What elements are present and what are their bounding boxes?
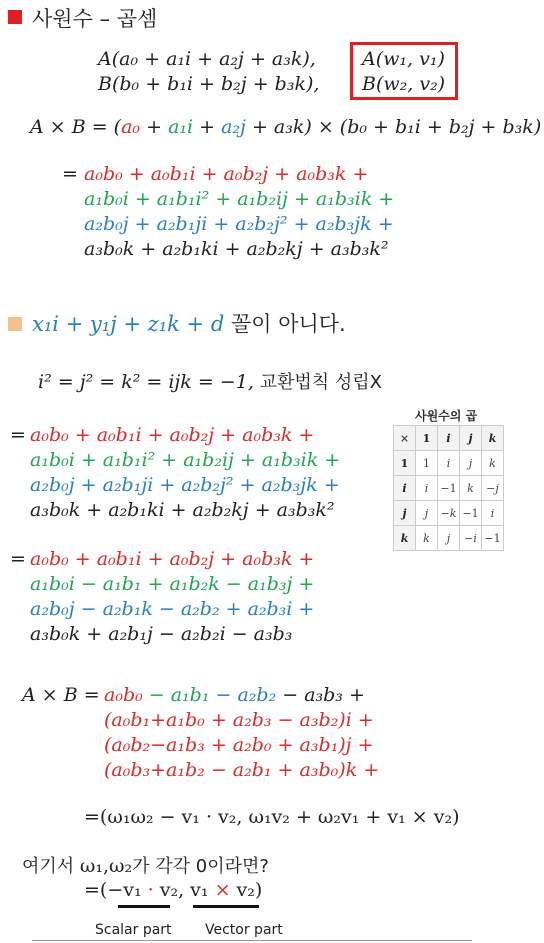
expansion2-row-2: a₁b₀i − a₁b₁ + a₁b₂k − a₁b₃j +	[30, 573, 315, 595]
result-line-i: (a₀b₁+a₁b₀ + a₂b₃ − a₃b₂)i +	[104, 709, 374, 731]
table-cell: −1	[438, 476, 460, 501]
equals-sign: =	[10, 424, 26, 446]
dot-symbol: ·	[147, 879, 154, 901]
expansion2-row-1: a₀b₀ + a₀b₁i + a₀b₂j + a₀b₃k +	[30, 548, 315, 570]
final-open: =(−v₁	[84, 879, 148, 901]
result-term-2: − a₂b₂	[209, 684, 277, 706]
term-a2j: a₂j	[221, 116, 246, 138]
rule-text: 교환법칙 성립X	[253, 372, 382, 393]
term-a0: a₀	[121, 116, 141, 138]
table-cell: i	[394, 476, 416, 501]
table-cell: −1	[482, 526, 504, 551]
product-row-3: a₂b₀j + a₂b₁ji + a₂b₂j² + a₂b₃jk +	[84, 213, 394, 235]
table-cell: −1	[460, 501, 482, 526]
table-cell: j	[438, 526, 460, 551]
orange-bullet	[8, 317, 22, 331]
table-cell: k	[482, 451, 504, 476]
red-bullet	[8, 10, 22, 24]
table-cell: i	[416, 476, 438, 501]
product-line	[30, 116, 541, 138]
omega-form: =(ω₁ω₂ − v₁ · v₂, ω₁v₂ + ω₂v₁ + v₁ × v₂)	[84, 806, 460, 828]
table-header-cell: ×	[394, 426, 416, 451]
table-row	[394, 526, 504, 551]
plus: +	[193, 116, 222, 138]
zero-text-1: 여기서	[22, 856, 80, 877]
table-row	[394, 476, 504, 501]
table-cell: j	[394, 501, 416, 526]
table-cell: k	[394, 526, 416, 551]
table-row	[394, 501, 504, 526]
product-row-2: a₁b₀i + a₁b₁i² + a₁b₂ij + a₁b₃ik +	[84, 188, 395, 210]
box-a-label: A(w₁, v₁)	[362, 48, 445, 70]
table-cell: i	[482, 501, 504, 526]
term-a1i: a₁i	[168, 116, 194, 138]
zero-text-2: 가 각각 0이라면?	[132, 856, 269, 877]
table-cell: i	[438, 451, 460, 476]
expansion1-row-1: a₀b₀ + a₀b₁i + a₀b₂j + a₀b₃k +	[30, 424, 315, 446]
form-note-text: 꼴이 아니다.	[224, 312, 346, 336]
table-cell: 1	[416, 451, 438, 476]
rule-line	[38, 368, 382, 394]
zero-question	[22, 852, 269, 878]
cross-symbol: ×	[214, 879, 231, 901]
result-term-0: a₀b₀	[104, 684, 143, 706]
box-b-label: B(w₂, v₂)	[362, 73, 446, 95]
bottom-divider	[32, 940, 472, 941]
table-cell: −i	[460, 526, 482, 551]
equals-sign: =	[62, 163, 78, 185]
plus: +	[140, 116, 169, 138]
table-header-row	[394, 426, 504, 451]
table-header-cell: j	[460, 426, 482, 451]
zero-omegas: ω₁,ω₂	[79, 855, 133, 877]
scalar-underline	[118, 905, 170, 908]
expansion1-row-3: a₂b₀j + a₂b₁ji + a₂b₂j² + a₂b₃jk +	[30, 474, 340, 496]
product-row-4: a₃b₀k + a₂b₁ki + a₂b₂kj + a₃b₃k²	[84, 238, 389, 260]
multiplication-table	[393, 425, 504, 551]
final-end: v₂)	[230, 879, 263, 901]
table-header-cell: i	[438, 426, 460, 451]
scalar-part-label: Scalar part	[95, 922, 172, 938]
result-term-1: − a₁b₁	[142, 684, 210, 706]
result-line-k: (a₀b₃+a₁b₂ − a₂b₁ + a₃b₀)k +	[104, 759, 380, 781]
result-term-3: − a₃b₃ +	[276, 684, 365, 706]
result-line-1	[104, 684, 365, 706]
table-cell: k	[460, 476, 482, 501]
rule-expression: i² = j² = k² = ijk = −1,	[38, 371, 254, 393]
table-cell: k	[416, 526, 438, 551]
table-cell: −k	[438, 501, 460, 526]
expansion2-row-4: a₃b₀k + a₂b₁j − a₂b₂i − a₃b₃	[30, 623, 293, 645]
product-rest: + a₃k) × (b₀ + b₁i + b₂j + b₃k)	[245, 116, 542, 138]
quaternion-b: B(b₀ + b₁i + b₂j + b₃k),	[98, 73, 320, 95]
table-row	[394, 451, 504, 476]
equals-sign: =	[10, 548, 26, 570]
form-note	[32, 308, 346, 338]
product-lhs: A × B = (	[30, 116, 122, 138]
table-title: 사원수의 곱	[415, 409, 478, 423]
result-lhs: A × B =	[22, 684, 100, 706]
expansion1-row-4: a₃b₀k + a₂b₁ki + a₂b₂kj + a₃b₃k²	[30, 499, 335, 521]
table-cell: j	[416, 501, 438, 526]
expansion1-row-2: a₁b₀i + a₁b₁i² + a₁b₂ij + a₁b₃ik +	[30, 449, 341, 471]
form-expression: x₁i + y₁j + z₁k + d	[32, 312, 225, 336]
table-header-cell: 1	[416, 426, 438, 451]
final-form	[84, 879, 262, 901]
table-header-cell: k	[482, 426, 504, 451]
page-title: 사원수 – 곱셈	[32, 7, 158, 31]
product-row-1: a₀b₀ + a₀b₁i + a₀b₂j + a₀b₃k +	[84, 163, 369, 185]
table-cell: j	[460, 451, 482, 476]
final-mid: v₂, v₁	[153, 879, 215, 901]
result-line-j: (a₀b₂−a₁b₃ + a₂b₀ + a₃b₁)j +	[104, 734, 374, 756]
table-cell: 1	[394, 451, 416, 476]
vector-part-label: Vector part	[205, 922, 283, 938]
quaternion-a: A(a₀ + a₁i + a₂j + a₃k),	[98, 48, 316, 70]
vector-underline	[193, 905, 259, 908]
expansion2-row-3: a₂b₀j − a₂b₁k − a₂b₂ + a₂b₃i +	[30, 598, 315, 620]
table-cell: −j	[482, 476, 504, 501]
